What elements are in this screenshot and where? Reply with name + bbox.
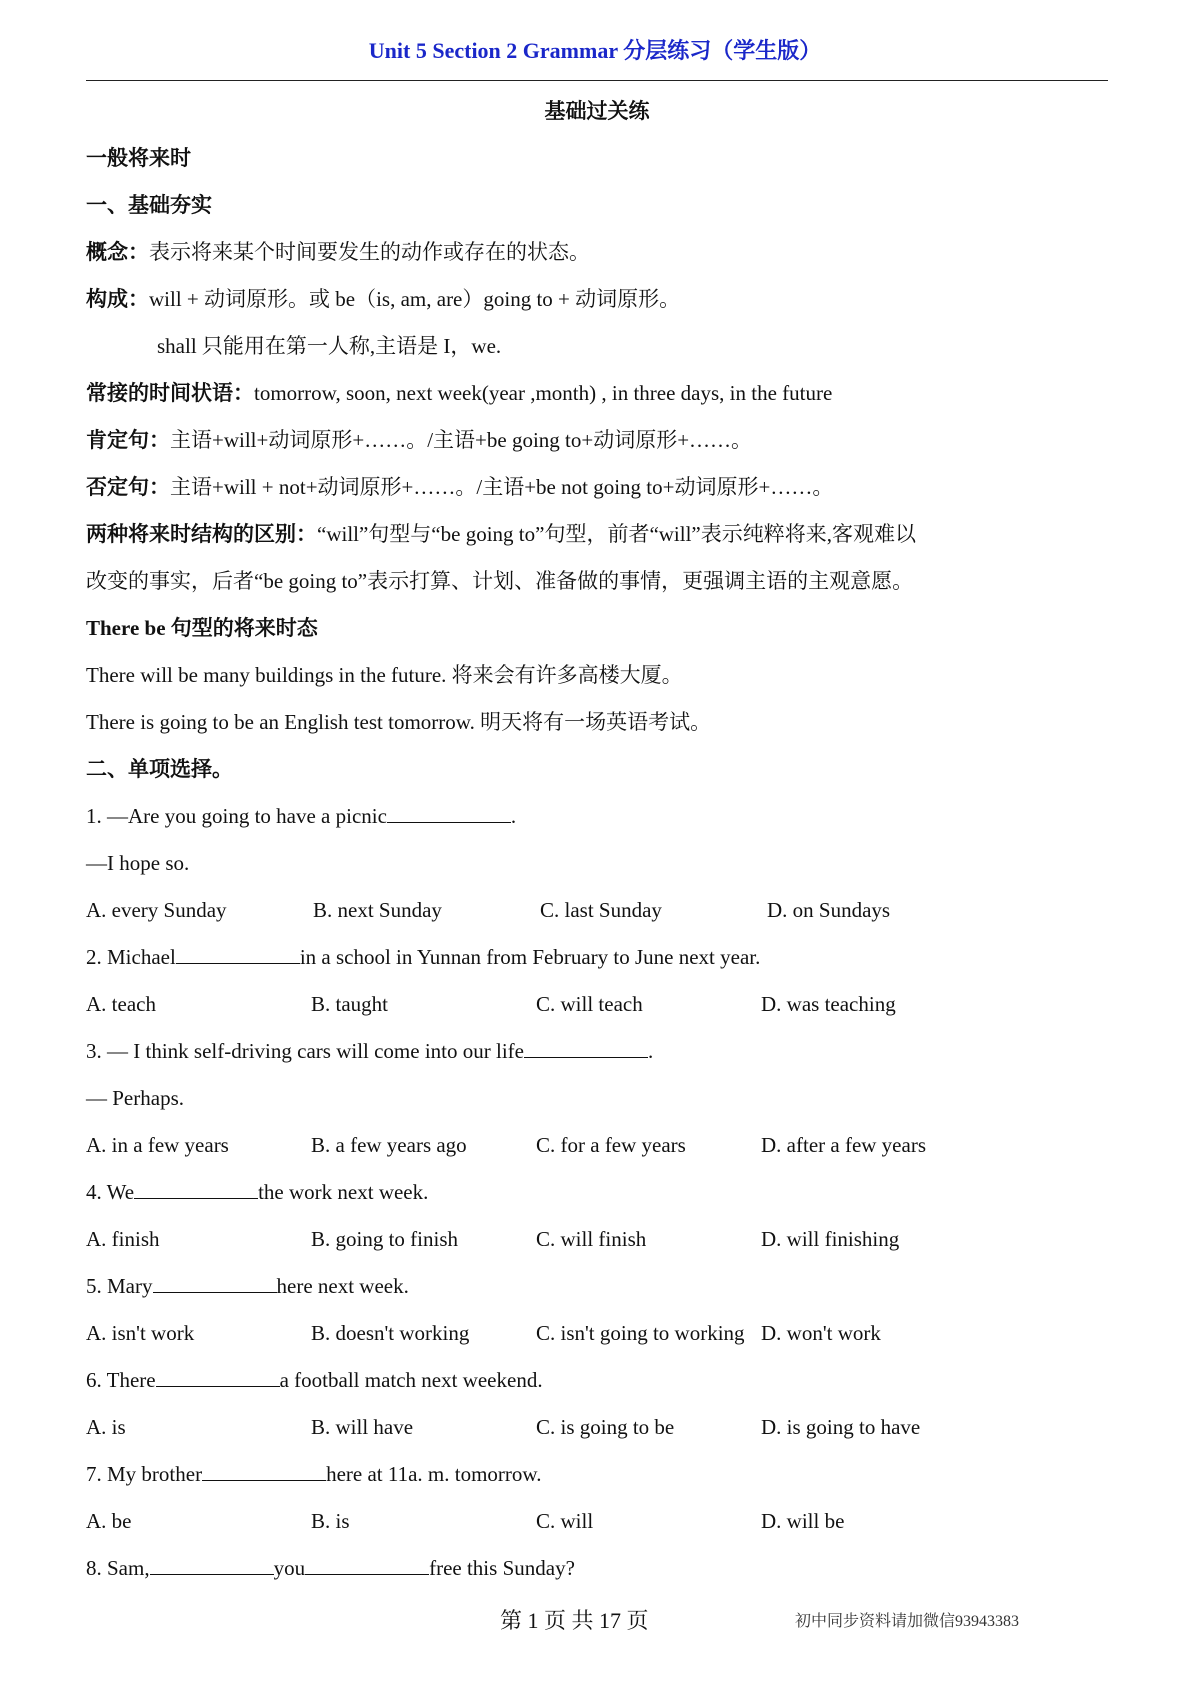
section-title: 基础过关练 <box>544 99 650 123</box>
answer-blank[interactable] <box>176 943 300 964</box>
option-c[interactable]: C. is going to be <box>536 1415 675 1439</box>
part2-heading: 二、单项选择。 <box>86 757 233 781</box>
question-3-reply: — Perhaps. <box>86 1086 184 1110</box>
diff-text-1: “will”句型与“be going to”句型，前者“will”表示纯粹将来,客观难以 <box>317 522 917 546</box>
option-b[interactable]: B. is <box>311 1509 350 1533</box>
difference-line-2: 改变的事实，后者“be going to”表示打算、计划、准备做的事情，更强调主语的主观意愿。 <box>86 569 914 593</box>
option-b[interactable]: B. a few years ago <box>311 1133 467 1157</box>
question-1-stem: 1. —Are you going to have a picnic <box>86 804 387 828</box>
question-7-stem: 7. My brother <box>86 1462 203 1486</box>
option-a[interactable]: A. teach <box>86 992 156 1016</box>
footer-watermark: 初中同步资料请加微信93943383 <box>795 1613 1020 1630</box>
option-c[interactable]: C. last Sunday <box>540 898 662 922</box>
option-a[interactable]: A. isn't work <box>86 1321 195 1345</box>
option-a[interactable]: A. is <box>86 1415 126 1439</box>
option-d[interactable]: D. after a few years <box>761 1133 926 1157</box>
option-c[interactable]: C. will finish <box>536 1227 647 1251</box>
question-2 <box>86 934 1116 981</box>
option-b[interactable]: B. will have <box>311 1415 414 1439</box>
option-b[interactable]: B. doesn't working <box>311 1321 470 1345</box>
question-5-options <box>86 1310 1116 1357</box>
question-1-options <box>86 887 1116 934</box>
question-4 <box>86 1169 1116 1216</box>
neg-label: 否定句： <box>86 475 170 499</box>
option-a[interactable]: A. be <box>86 1509 132 1533</box>
document-body <box>86 88 1116 1592</box>
option-a[interactable]: A. in a few years <box>86 1133 229 1157</box>
header-divider <box>86 80 1108 81</box>
option-b[interactable]: B. going to finish <box>311 1227 459 1251</box>
page-number: 第 1 页 共 17 页 <box>500 1608 649 1633</box>
answer-blank-2[interactable] <box>305 1554 429 1575</box>
option-d[interactable]: D. on Sundays <box>767 898 891 922</box>
option-c[interactable]: C. for a few years <box>536 1133 686 1157</box>
negative-line <box>86 464 1116 511</box>
there-be-heading: There be 句型的将来时态 <box>86 616 318 640</box>
shall-note: shall 只能用在第一人称,主语是 I，we. <box>157 334 502 358</box>
question-3-stem: 3. — I think self-driving cars will come into our life <box>86 1039 524 1063</box>
structure-line <box>86 276 1116 323</box>
time-adverbial-line <box>86 370 1116 417</box>
question-2-end: in a school in Yunnan from February to June next year. <box>299 945 761 969</box>
answer-blank[interactable] <box>150 1554 274 1575</box>
time-label: 常接的时间状语： <box>86 381 254 405</box>
option-d[interactable]: D. won't work <box>761 1321 881 1345</box>
page-footer <box>0 1604 1190 1644</box>
page-header-title: Unit 5 Section 2 Grammar 分层练习（学生版） <box>368 38 822 63</box>
answer-blank[interactable] <box>387 802 511 823</box>
question-5-end: here next week. <box>276 1274 409 1298</box>
question-3-options <box>86 1122 1116 1169</box>
structure-label: 构成： <box>86 287 149 311</box>
option-a[interactable]: A. every Sunday <box>86 898 227 922</box>
part1-heading: 一、基础夯实 <box>86 193 212 217</box>
option-b[interactable]: B. taught <box>311 992 388 1016</box>
answer-blank[interactable] <box>202 1460 326 1481</box>
affirm-text: 主语+will+动词原形+……。/主语+be going to+动词原形+……。 <box>170 428 753 452</box>
concept-text: 表示将来某个时间要发生的动作或存在的状态。 <box>149 240 590 264</box>
option-b[interactable]: B. next Sunday <box>313 898 442 922</box>
question-4-options <box>86 1216 1116 1263</box>
question-8 <box>86 1545 1116 1592</box>
diff-label: 两种将来时结构的区别： <box>86 522 317 546</box>
question-5-stem: 5. Mary <box>86 1274 153 1298</box>
answer-blank[interactable] <box>134 1178 258 1199</box>
difference-line <box>86 511 1116 558</box>
option-c[interactable]: C. will teach <box>536 992 643 1016</box>
option-d[interactable]: D. is going to have <box>761 1415 921 1439</box>
question-7 <box>86 1451 1116 1498</box>
question-8-stem: 8. Sam, <box>86 1556 150 1580</box>
question-5 <box>86 1263 1116 1310</box>
question-6-end: a football match next weekend. <box>279 1368 543 1392</box>
topic-heading: 一般将来时 <box>86 146 191 170</box>
question-6-options <box>86 1404 1116 1451</box>
question-1-end: . <box>510 804 517 828</box>
option-d[interactable]: D. was teaching <box>761 992 896 1016</box>
question-1-reply: —I hope so. <box>86 851 190 875</box>
question-8-mid: you <box>273 1556 306 1580</box>
question-3 <box>86 1028 1116 1075</box>
option-d[interactable]: D. will finishing <box>761 1227 900 1251</box>
concept-line <box>86 229 1116 276</box>
concept-label: 概念： <box>86 240 149 264</box>
structure-text: will + 动词原形。或 be（is, am, are）going to + 动词原形。 <box>149 287 681 311</box>
time-text: tomorrow, soon, next week(year ,month) , in three days, in the future <box>254 381 833 405</box>
question-2-stem: 2. Michael <box>86 945 176 969</box>
question-7-end: here at 11a. m. tomorrow. <box>326 1462 542 1486</box>
question-6-stem: 6. There <box>86 1368 156 1392</box>
example-1: There will be many buildings in the future. 将来会有许多高楼大厦。 <box>86 663 683 687</box>
affirmative-line <box>86 417 1116 464</box>
question-6 <box>86 1357 1116 1404</box>
neg-text: 主语+will + not+动词原形+……。/主语+be not going to+动词原形+……。 <box>170 475 834 499</box>
question-7-options <box>86 1498 1116 1545</box>
option-c[interactable]: C. will <box>536 1509 594 1533</box>
question-4-end: the work next week. <box>258 1180 429 1204</box>
answer-blank[interactable] <box>524 1037 648 1058</box>
answer-blank[interactable] <box>153 1272 277 1293</box>
question-2-options <box>86 981 1116 1028</box>
option-c[interactable]: C. isn't going to working <box>536 1321 745 1345</box>
example-2: There is going to be an English test tomorrow. 明天将有一场英语考试。 <box>86 710 712 734</box>
question-3-end: . <box>648 1039 654 1063</box>
option-d[interactable]: D. will be <box>761 1509 845 1533</box>
question-1 <box>86 793 1116 840</box>
answer-blank[interactable] <box>156 1366 280 1387</box>
option-a[interactable]: A. finish <box>86 1227 160 1251</box>
affirm-label: 肯定句： <box>86 428 170 452</box>
question-4-stem: 4. We <box>86 1180 135 1204</box>
question-8-end: free this Sunday? <box>429 1556 575 1580</box>
